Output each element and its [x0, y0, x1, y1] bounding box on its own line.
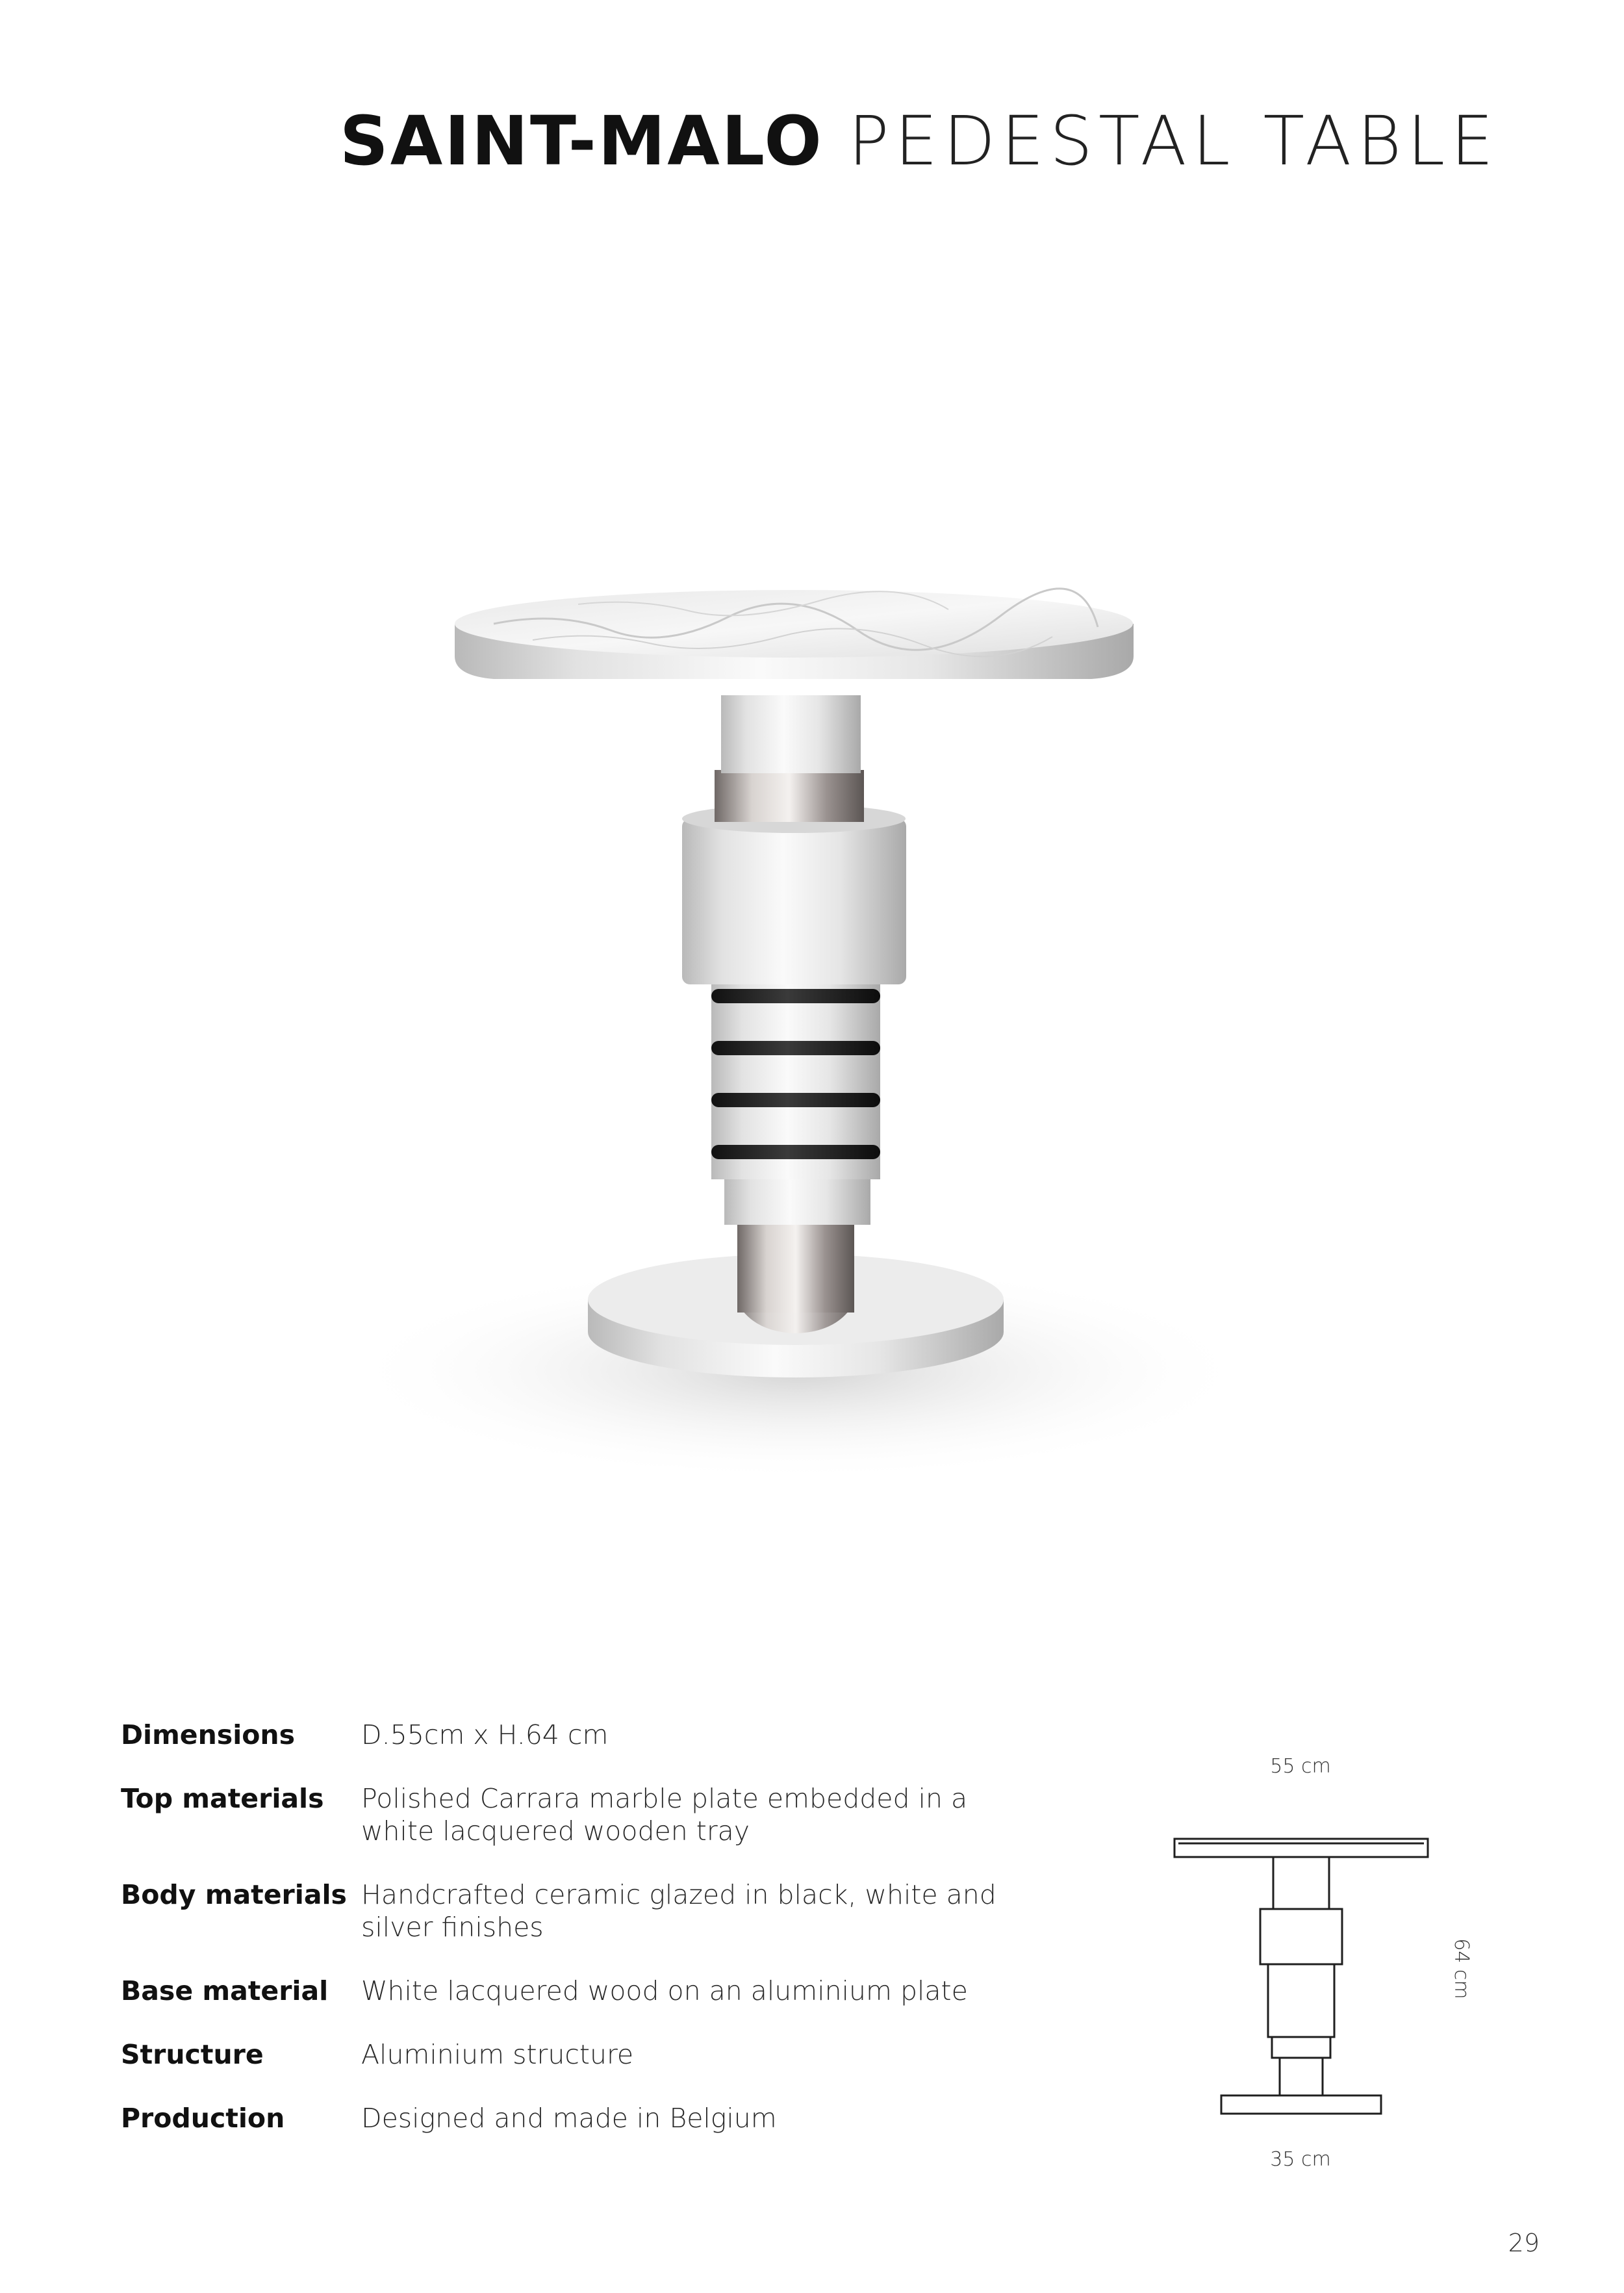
spec-value: D.55cm x H.64 cm [361, 1719, 609, 1750]
spec-value: Aluminium structure [361, 2039, 634, 2070]
product-type: PEDESTAL TABLE [848, 101, 1499, 181]
pedestal-table-image [364, 533, 1273, 1533]
spec-label: Dimensions [121, 1719, 296, 1750]
spec-row-base-material [121, 1975, 1030, 2007]
page-title [339, 101, 1499, 181]
spec-value: Polished Carrara marble plate embedded in a white lacquered wooden tray [361, 1783, 968, 1847]
spec-row-body-materials [121, 1878, 1030, 1943]
base-width-label: 35 cm [1270, 2148, 1331, 2171]
specifications-table [121, 1719, 1030, 2134]
top-width-label: 55 cm [1270, 1755, 1331, 1778]
page-number: 29 [1508, 2229, 1540, 2257]
spec-value: Handcrafted ceramic glazed in black, white and silver finishes [361, 1879, 996, 1943]
spec-label: Production [121, 2103, 285, 2134]
spec-label: Top materials [121, 1783, 324, 1814]
technical-drawing [1156, 1735, 1507, 2190]
spec-label: Base material [121, 1975, 329, 2006]
spec-value: Designed and made in Belgium [361, 2103, 777, 2134]
spec-label: Body materials [121, 1879, 347, 1910]
spec-row-dimensions [121, 1719, 1030, 1751]
spec-label: Structure [121, 2039, 264, 2070]
product-name: SAINT-MALO [339, 101, 824, 181]
height-label: 64 cm [1450, 1938, 1473, 1999]
spec-row-top-materials [121, 1782, 1030, 1847]
spec-row-production [121, 2102, 1030, 2134]
spec-row-structure [121, 2038, 1030, 2071]
spec-value: White lacquered wood on an aluminium plate [361, 1975, 968, 2006]
